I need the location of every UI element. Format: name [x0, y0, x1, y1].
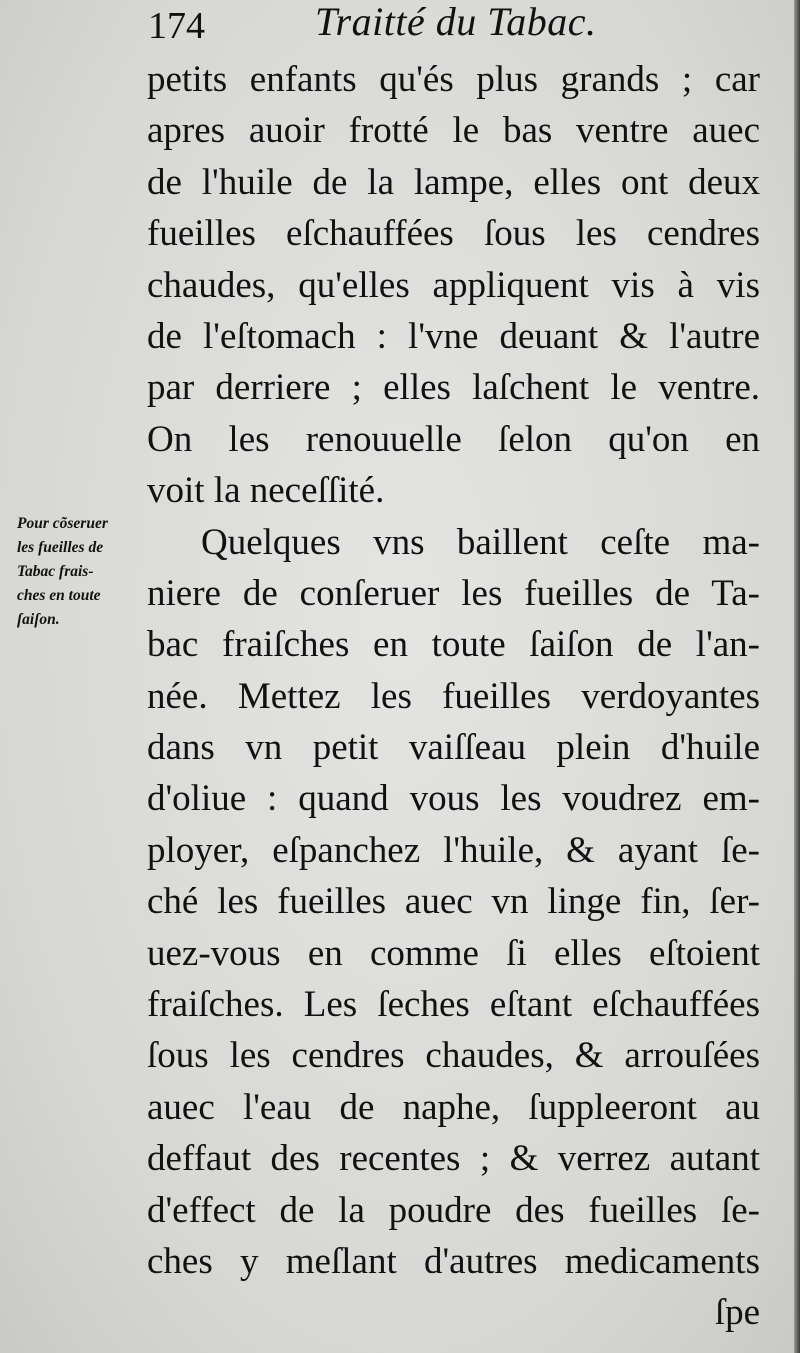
- margin-note-line: ſaiſon.: [17, 611, 60, 628]
- text-line: dans vn petit vaiſſeau plein d'huile: [147, 727, 760, 769]
- margin-note: [17, 512, 145, 632]
- page-edge-shadow: [794, 0, 800, 1353]
- text-line: de l'huile de la lampe, elles ont deux: [147, 161, 760, 203]
- margin-note-line: Pour cõseruer: [17, 515, 108, 532]
- body-text: [147, 54, 760, 1339]
- text-line: deffaut des recentes ; & verrez autant: [147, 1138, 760, 1180]
- text-line: par derriere ; elles laſchent le ventre.: [147, 367, 760, 409]
- margin-note-line: Tabac frais-: [17, 563, 94, 580]
- margin-note-line: les fueilles de: [17, 539, 104, 556]
- page-number: 174: [148, 5, 205, 47]
- text-line: fueilles eſchauffées ſous les cendres: [147, 213, 760, 255]
- text-line: fraiſches. Les ſeches eſtant eſchauffées: [147, 984, 760, 1026]
- text-line: Quelques vns baillent ceſte ma-: [201, 521, 760, 563]
- margin-note-line: ches en toute: [17, 587, 101, 604]
- text-line: chaudes, qu'elles appliquent vis à vis: [147, 264, 760, 306]
- catchword: ſpe: [714, 1292, 760, 1334]
- text-line: ployer, eſpanchez l'huile, & ayant ſe-: [147, 829, 760, 871]
- running-title: Traitté du Tabac.: [315, 0, 597, 44]
- text-line: niere de conſeruer les fueilles de Ta-: [147, 572, 760, 614]
- text-line: née. Mettez les fueilles verdoyantes: [147, 675, 760, 717]
- text-line: apres auoir frotté le bas ventre auec: [147, 110, 760, 152]
- text-line: d'effect de la poudre des fueilles ſe-: [147, 1189, 760, 1231]
- text-line: auec l'eau de naphe, ſuppleeront au: [147, 1086, 760, 1128]
- text-line: On les renouuelle ſelon qu'on en: [147, 418, 760, 460]
- text-line: voit la neceſſité.: [147, 470, 385, 512]
- text-line: ſous les cendres chaudes, & arrouſées: [147, 1035, 760, 1077]
- text-line: uez-vous en comme ſi elles eſtoient: [147, 932, 760, 974]
- text-line: de l'eſtomach : l'vne deuant & l'autre: [147, 315, 760, 357]
- text-line: ches y meſlant d'autres medicaments: [147, 1240, 760, 1282]
- text-line: bac fraiſches en toute ſaiſon de l'an-: [147, 624, 760, 666]
- text-line: petits enfants qu'és plus grands ; car: [147, 59, 760, 100]
- page-header: [145, 2, 755, 48]
- text-line: d'oliue : quand vous les voudrez em-: [147, 778, 760, 820]
- text-line: ché les fueilles auec vn linge fin, ſer-: [147, 881, 760, 923]
